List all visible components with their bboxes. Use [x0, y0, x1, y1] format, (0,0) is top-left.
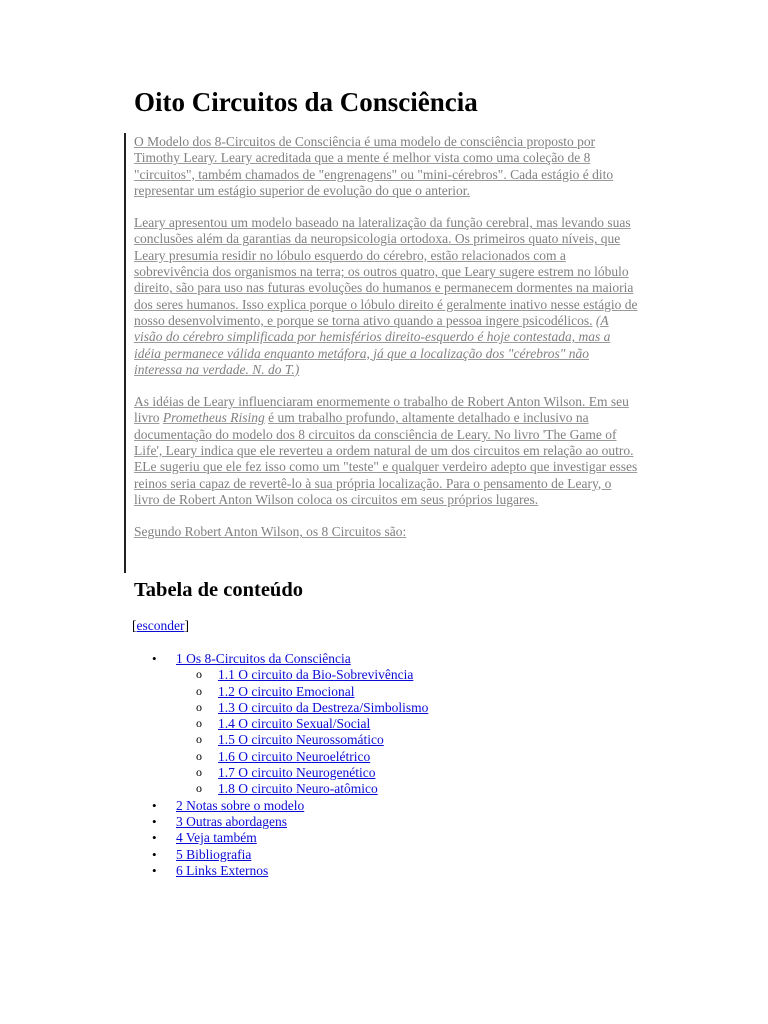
- quote-bar: [124, 133, 126, 573]
- toc-subitem: [134, 684, 428, 700]
- toc-link-6[interactable]: 6 Links Externos: [176, 862, 269, 878]
- toc-subitem: [134, 667, 428, 683]
- toc-toggle: [132, 618, 189, 634]
- toc-subitem: [134, 732, 428, 748]
- paragraph-intro: [134, 134, 640, 199]
- toc-toggle-open-bracket: [: [132, 618, 137, 633]
- toc-link-3[interactable]: 3 Outras abordagens: [176, 813, 287, 829]
- paragraph-wilson: [134, 394, 640, 508]
- paragraph-circuits-intro-text: Segundo Robert Anton Wilson, os 8 Circuitos são:: [134, 524, 407, 540]
- page-title: Oito Circuitos da Consciência: [134, 87, 478, 117]
- paragraph-wilson-text-b: é um trabalho profundo, altamente detalhado e inclusivo na documentação do modelo dos 8 circuitos da consciência de Leary. No livro 'The Game of Life', Leary indica que ele reverteu a ordem natural de um dos circuitos em relação ao outro. ELe sugeriu que ele fez isso como um "teste" e qualquer verdeiro adepto que investigar esses reinos seria capaz de revertê-lo à sua própria localização. Para o pensamento de Leary, o livro de Robert Anton Wilson coloca os circuitos em seus próprios lugares.: [134, 410, 638, 507]
- toc-link-1-4[interactable]: 1.4 O circuito Sexual/Social: [218, 716, 371, 732]
- toc-link-1-3[interactable]: 1.3 O circuito da Destreza/Simbolismo: [218, 699, 429, 715]
- toc-link-1-7[interactable]: 1.7 O circuito Neurogenético: [218, 765, 376, 781]
- toc-item: [134, 814, 428, 830]
- translator-note: (A visão do cérebro simplificada por hemisférios direito-esquerdo é hoje contestada, mas a idéia permanece válida enquanto metáfora, já que a localização dos "cérebros" não interessa na verdade. N. do T.): [134, 312, 611, 377]
- toc-list: [134, 651, 428, 879]
- toc-item: [134, 863, 428, 879]
- toc-list-container: [134, 651, 428, 879]
- book-title: Prometheus Rising: [162, 410, 265, 426]
- toc-subitem: [134, 781, 428, 797]
- toc-item: [134, 847, 428, 863]
- toc-link-1-5[interactable]: 1.5 O circuito Neurossomático: [218, 732, 384, 748]
- toc-link-1[interactable]: 1 Os 8-Circuitos da Consciência: [176, 651, 351, 666]
- toc-link-1-2[interactable]: 1.2 O circuito Emocional: [218, 683, 355, 699]
- paragraph-lateralization: [134, 215, 640, 378]
- toc-subitem: [134, 700, 428, 716]
- toc-link-4[interactable]: 4 Veja também: [176, 830, 257, 846]
- paragraph-lateralization-text: Leary apresentou um modelo baseado na lateralização da função cerebral, mas levando suas conclusões além da garantias da neuropsicologia ortodoxa. Os primeiros quato níveis, que Leary presumia residir no lóbulo esquerdo do cérebro, estão relacionados com a sobrevivência dos organismos na terra; os outros quatro, que Leary sugere estrem no lóbulo direito, são para uso nas futuras evoluções do humanos e permanecem dormentes na maioria dos seres humanos. Isso explica porque o lóbulo direito é geralmente inativo nesse estágio de nosso desenvolvimento, e porque se torna ativo quando a pessoa ingere psicodélicos.: [134, 215, 638, 328]
- toc-link-1-1[interactable]: 1.1 O circuito da Bio-Sobrevivência: [218, 667, 414, 683]
- toc-item: [134, 830, 428, 846]
- toc-item: [134, 651, 428, 667]
- toc-link-2[interactable]: 2 Notas sobre o modelo: [176, 797, 305, 813]
- paragraph-intro-text: O Modelo dos 8-Circuitos de Consciência é uma modelo de consciência proposto por Timothy Leary. Leary acreditada que a mente é melhor vista como uma coleção de 8 "circuitos", também chamados de "engrenagens" ou "mini-cérebros". Cada estágio é dito representar um estágio superior de evolução do que o anterior.: [134, 134, 614, 198]
- article-body: [134, 134, 640, 557]
- toc-toggle-close-bracket: ]: [184, 618, 189, 633]
- toc-item: [134, 798, 428, 814]
- toc-link-1-8[interactable]: 1.8 O circuito Neuro-atômico: [218, 781, 378, 797]
- toc-link-5[interactable]: 5 Bibliografia: [176, 846, 252, 862]
- toc-subitem: [134, 749, 428, 765]
- paragraph-wilson-text-a: As idéias de Leary influenciaram enormemente o trabalho de Robert Anton Wilson. Em seu livro: [134, 394, 629, 426]
- toc-link-1-6[interactable]: 1.6 O circuito Neuroelétrico: [218, 748, 371, 764]
- toc-heading: Tabela de conteúdo: [134, 579, 303, 601]
- toc-subitem: [134, 716, 428, 732]
- toc-hide-link[interactable]: esconder: [136, 618, 185, 633]
- toc-subitem: [134, 765, 428, 781]
- paragraph-circuits-intro: [134, 524, 640, 540]
